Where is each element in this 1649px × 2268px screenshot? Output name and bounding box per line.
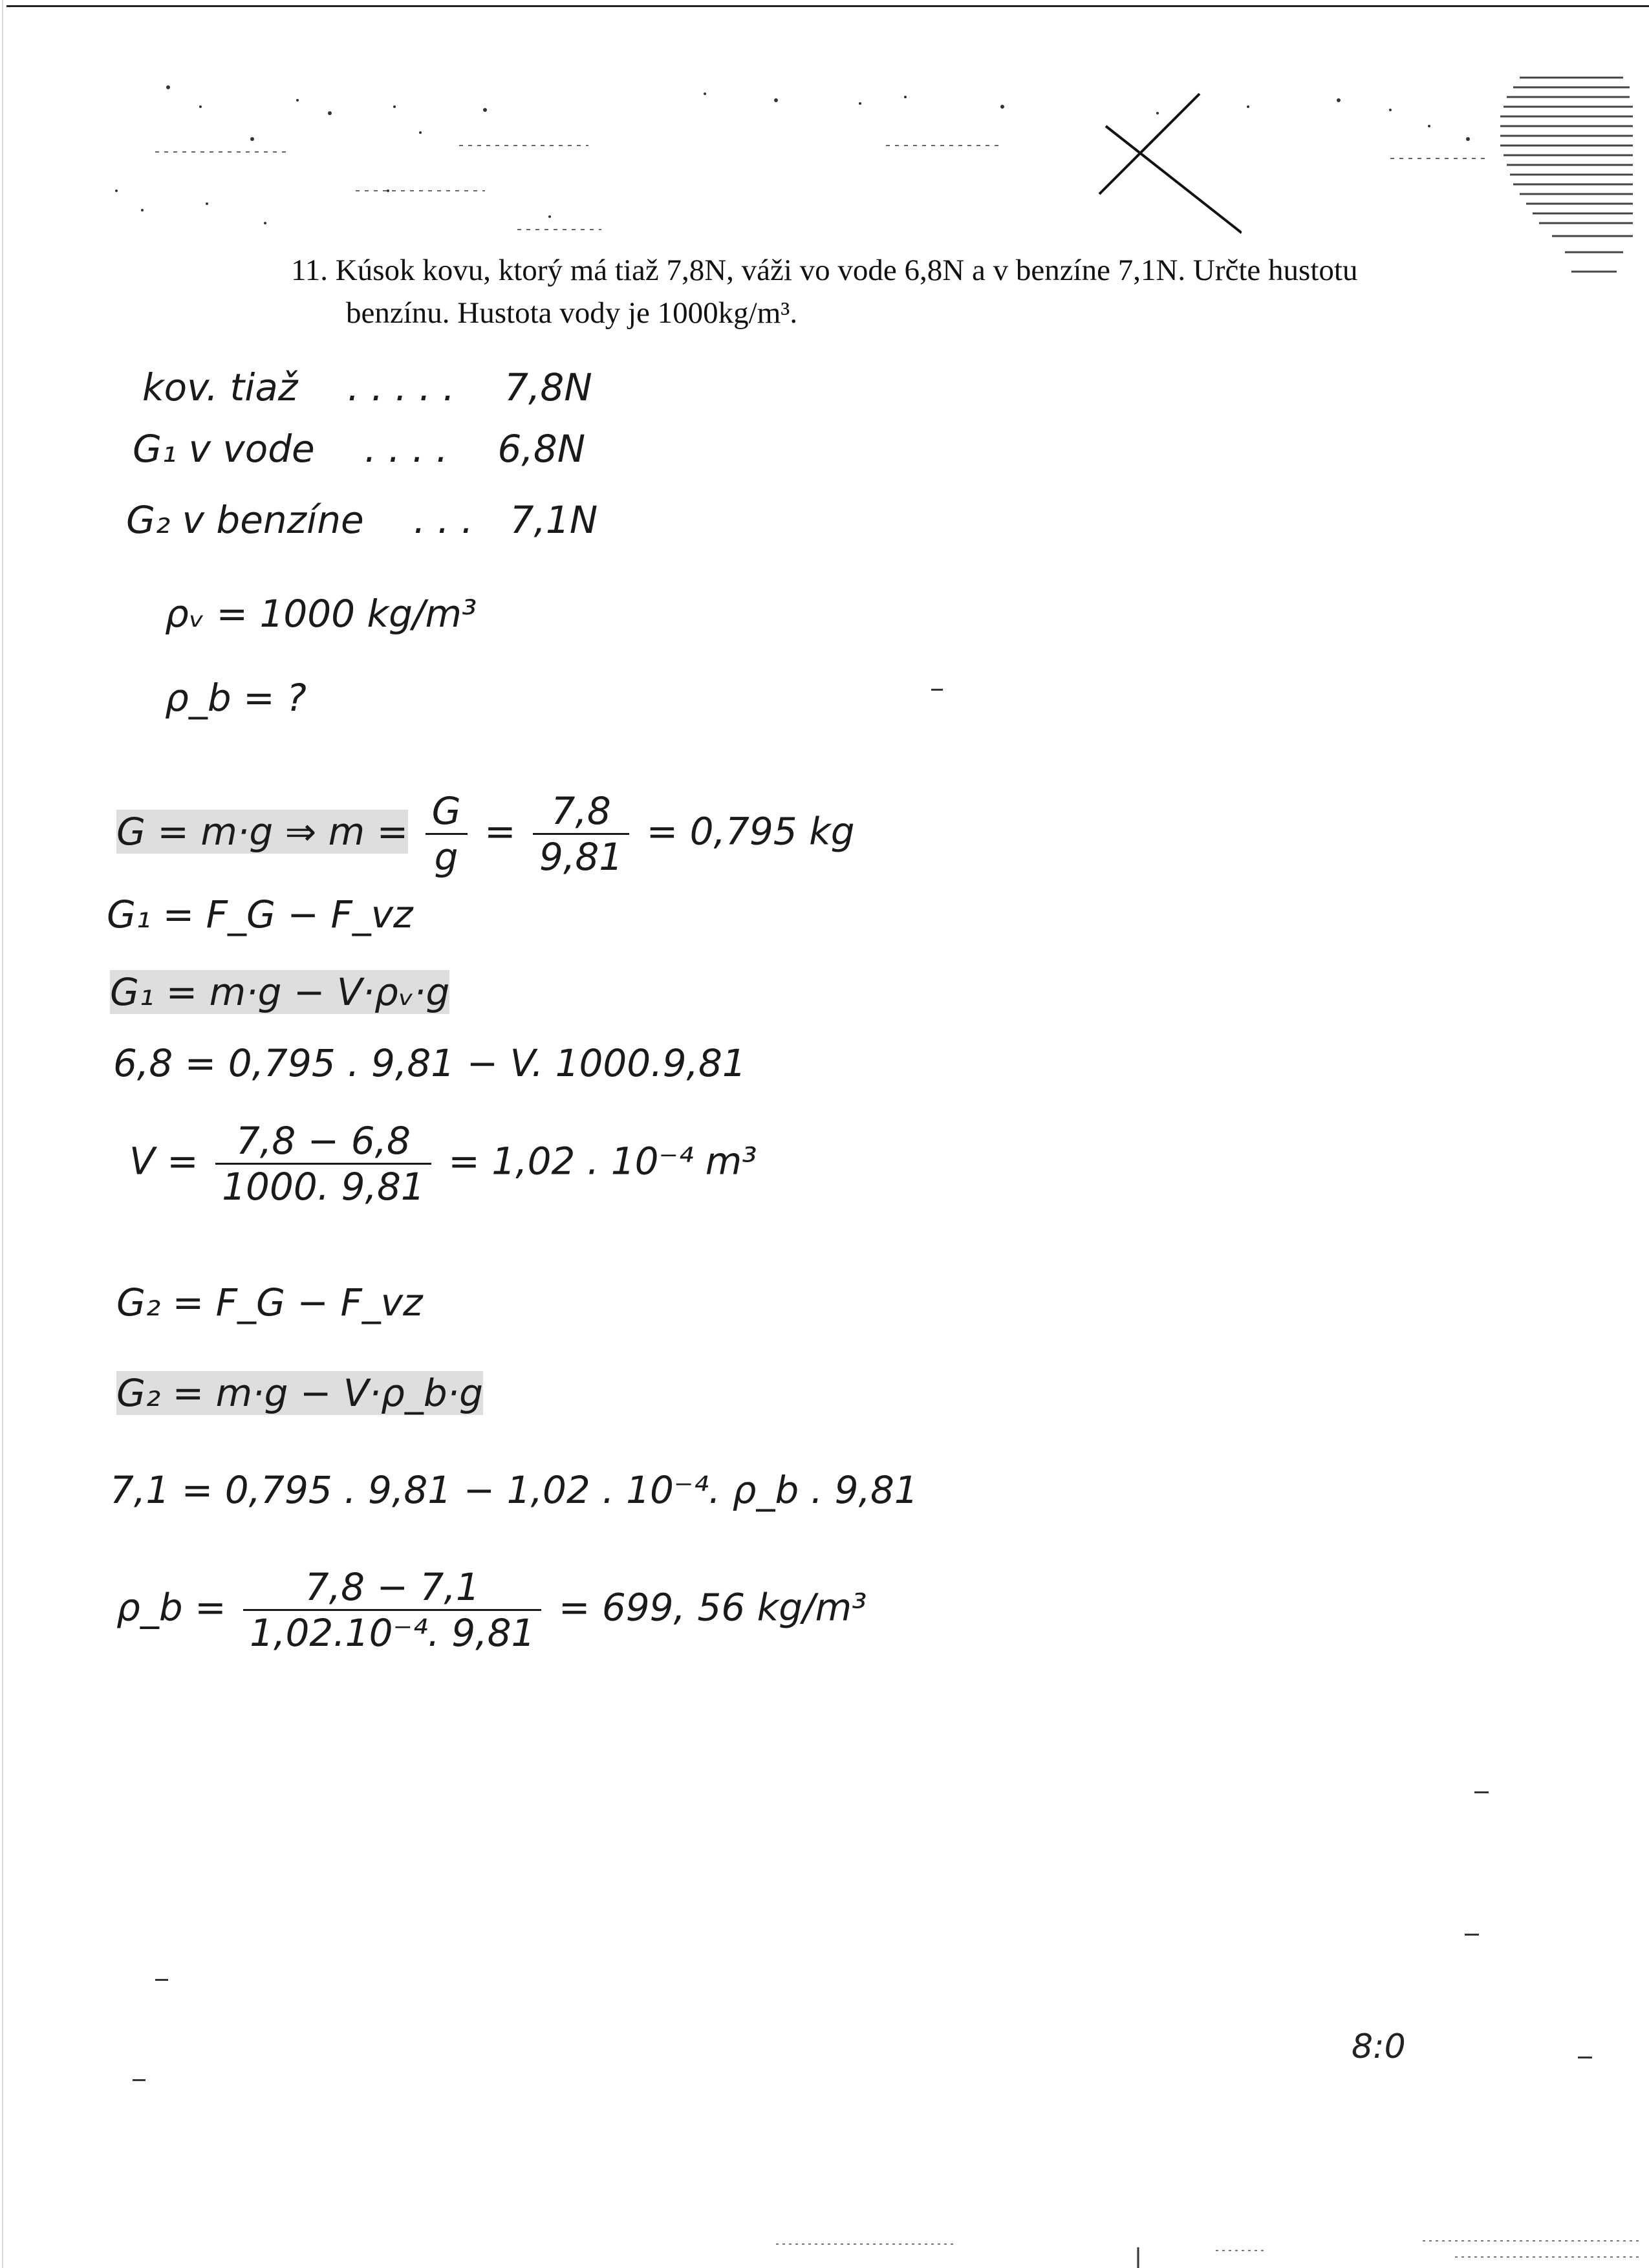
problem-line-1: 11. Kúsok kovu, ktorý má tiaž 7,8N, váži vo vode 6,8N a v benzíne 7,1N. Určte hustotu	[291, 254, 1358, 287]
given-dots: . . . . .	[347, 365, 455, 409]
eq-left: G = m·g ⇒ m =	[116, 809, 409, 854]
equation-g1-numeric: 6,8 = 0,795 . 9,81 − V. 1000.9,81	[113, 1041, 746, 1085]
numerator: G	[426, 789, 468, 835]
given-row	[133, 427, 585, 471]
given-value: 7,1N	[510, 498, 598, 542]
eq-result: = 1,02 . 10⁻⁴ m³	[448, 1139, 757, 1183]
eq-result: = 699, 56 kg/m³	[558, 1585, 867, 1630]
equation-g2-expanded: G₂ = m·g − V·ρ_b·g	[116, 1371, 483, 1415]
scan-noise-bottom	[776, 2225, 1649, 2268]
problem-statement	[291, 249, 1520, 334]
problem-line-2: benzínu. Hustota vody je 1000kg/m³.	[346, 296, 798, 330]
given-dots: . . . .	[364, 427, 448, 471]
cross-mark-icon	[1093, 91, 1242, 239]
equation-volume	[129, 1119, 757, 1209]
numerator: 7,8 − 6,8	[215, 1119, 431, 1165]
page-top-edge	[6, 5, 1649, 7]
given-value: 7,8N	[504, 365, 592, 409]
given-label: G₁ v vode	[133, 427, 315, 471]
equation-mass	[116, 789, 855, 879]
given-label: G₂ v benzíne	[126, 498, 364, 542]
equals: =	[484, 809, 516, 854]
denominator: 9,81	[539, 835, 623, 879]
scan-noise	[97, 61, 1649, 255]
fraction	[426, 789, 468, 879]
fraction	[533, 789, 629, 879]
given-row	[126, 498, 598, 542]
equation-g2-forces: G₂ = F_G − F_vz	[116, 1280, 423, 1324]
numerator: 7,8	[533, 789, 629, 835]
equation-density-benzine	[116, 1565, 867, 1655]
given-dots: . . .	[413, 498, 473, 542]
scan-mark	[133, 2079, 146, 2081]
fraction	[215, 1119, 431, 1209]
denominator: g	[434, 835, 458, 879]
numerator: 7,8 − 7,1	[243, 1565, 541, 1611]
fraction	[243, 1565, 541, 1655]
scan-mark	[1474, 1791, 1489, 1793]
rho-water: ρᵥ = 1000 kg/m³	[165, 592, 477, 636]
page-left-edge	[2, 0, 3, 2268]
given-row	[142, 365, 592, 409]
eq-left: ρ_b =	[116, 1585, 226, 1630]
eq-result: = 0,795 kg	[646, 809, 855, 854]
scan-mark	[931, 689, 943, 691]
equation-g1-forces: G₁ = F_G − F_vz	[107, 892, 413, 936]
rho-benzine-unknown: ρ_b = ?	[165, 676, 307, 720]
given-value: 6,8N	[497, 427, 586, 471]
scan-mark	[1578, 2057, 1592, 2058]
denominator: 1000. 9,81	[222, 1165, 425, 1209]
equation-g2-numeric: 7,1 = 0,795 . 9,81 − 1,02 . 10⁻⁴. ρ_b . 9,81	[110, 1468, 918, 1512]
scan-mark	[1465, 1934, 1479, 1936]
given-label: kov. tiaž	[142, 365, 298, 409]
eq-left: V =	[129, 1139, 199, 1183]
denominator: 1,02.10⁻⁴. 9,81	[250, 1611, 535, 1655]
equation-g1-expanded: G₁ = m·g − V·ρᵥ·g	[110, 970, 450, 1014]
scan-mark	[155, 1979, 168, 1981]
score-mark: 8:0	[1352, 2027, 1406, 2066]
